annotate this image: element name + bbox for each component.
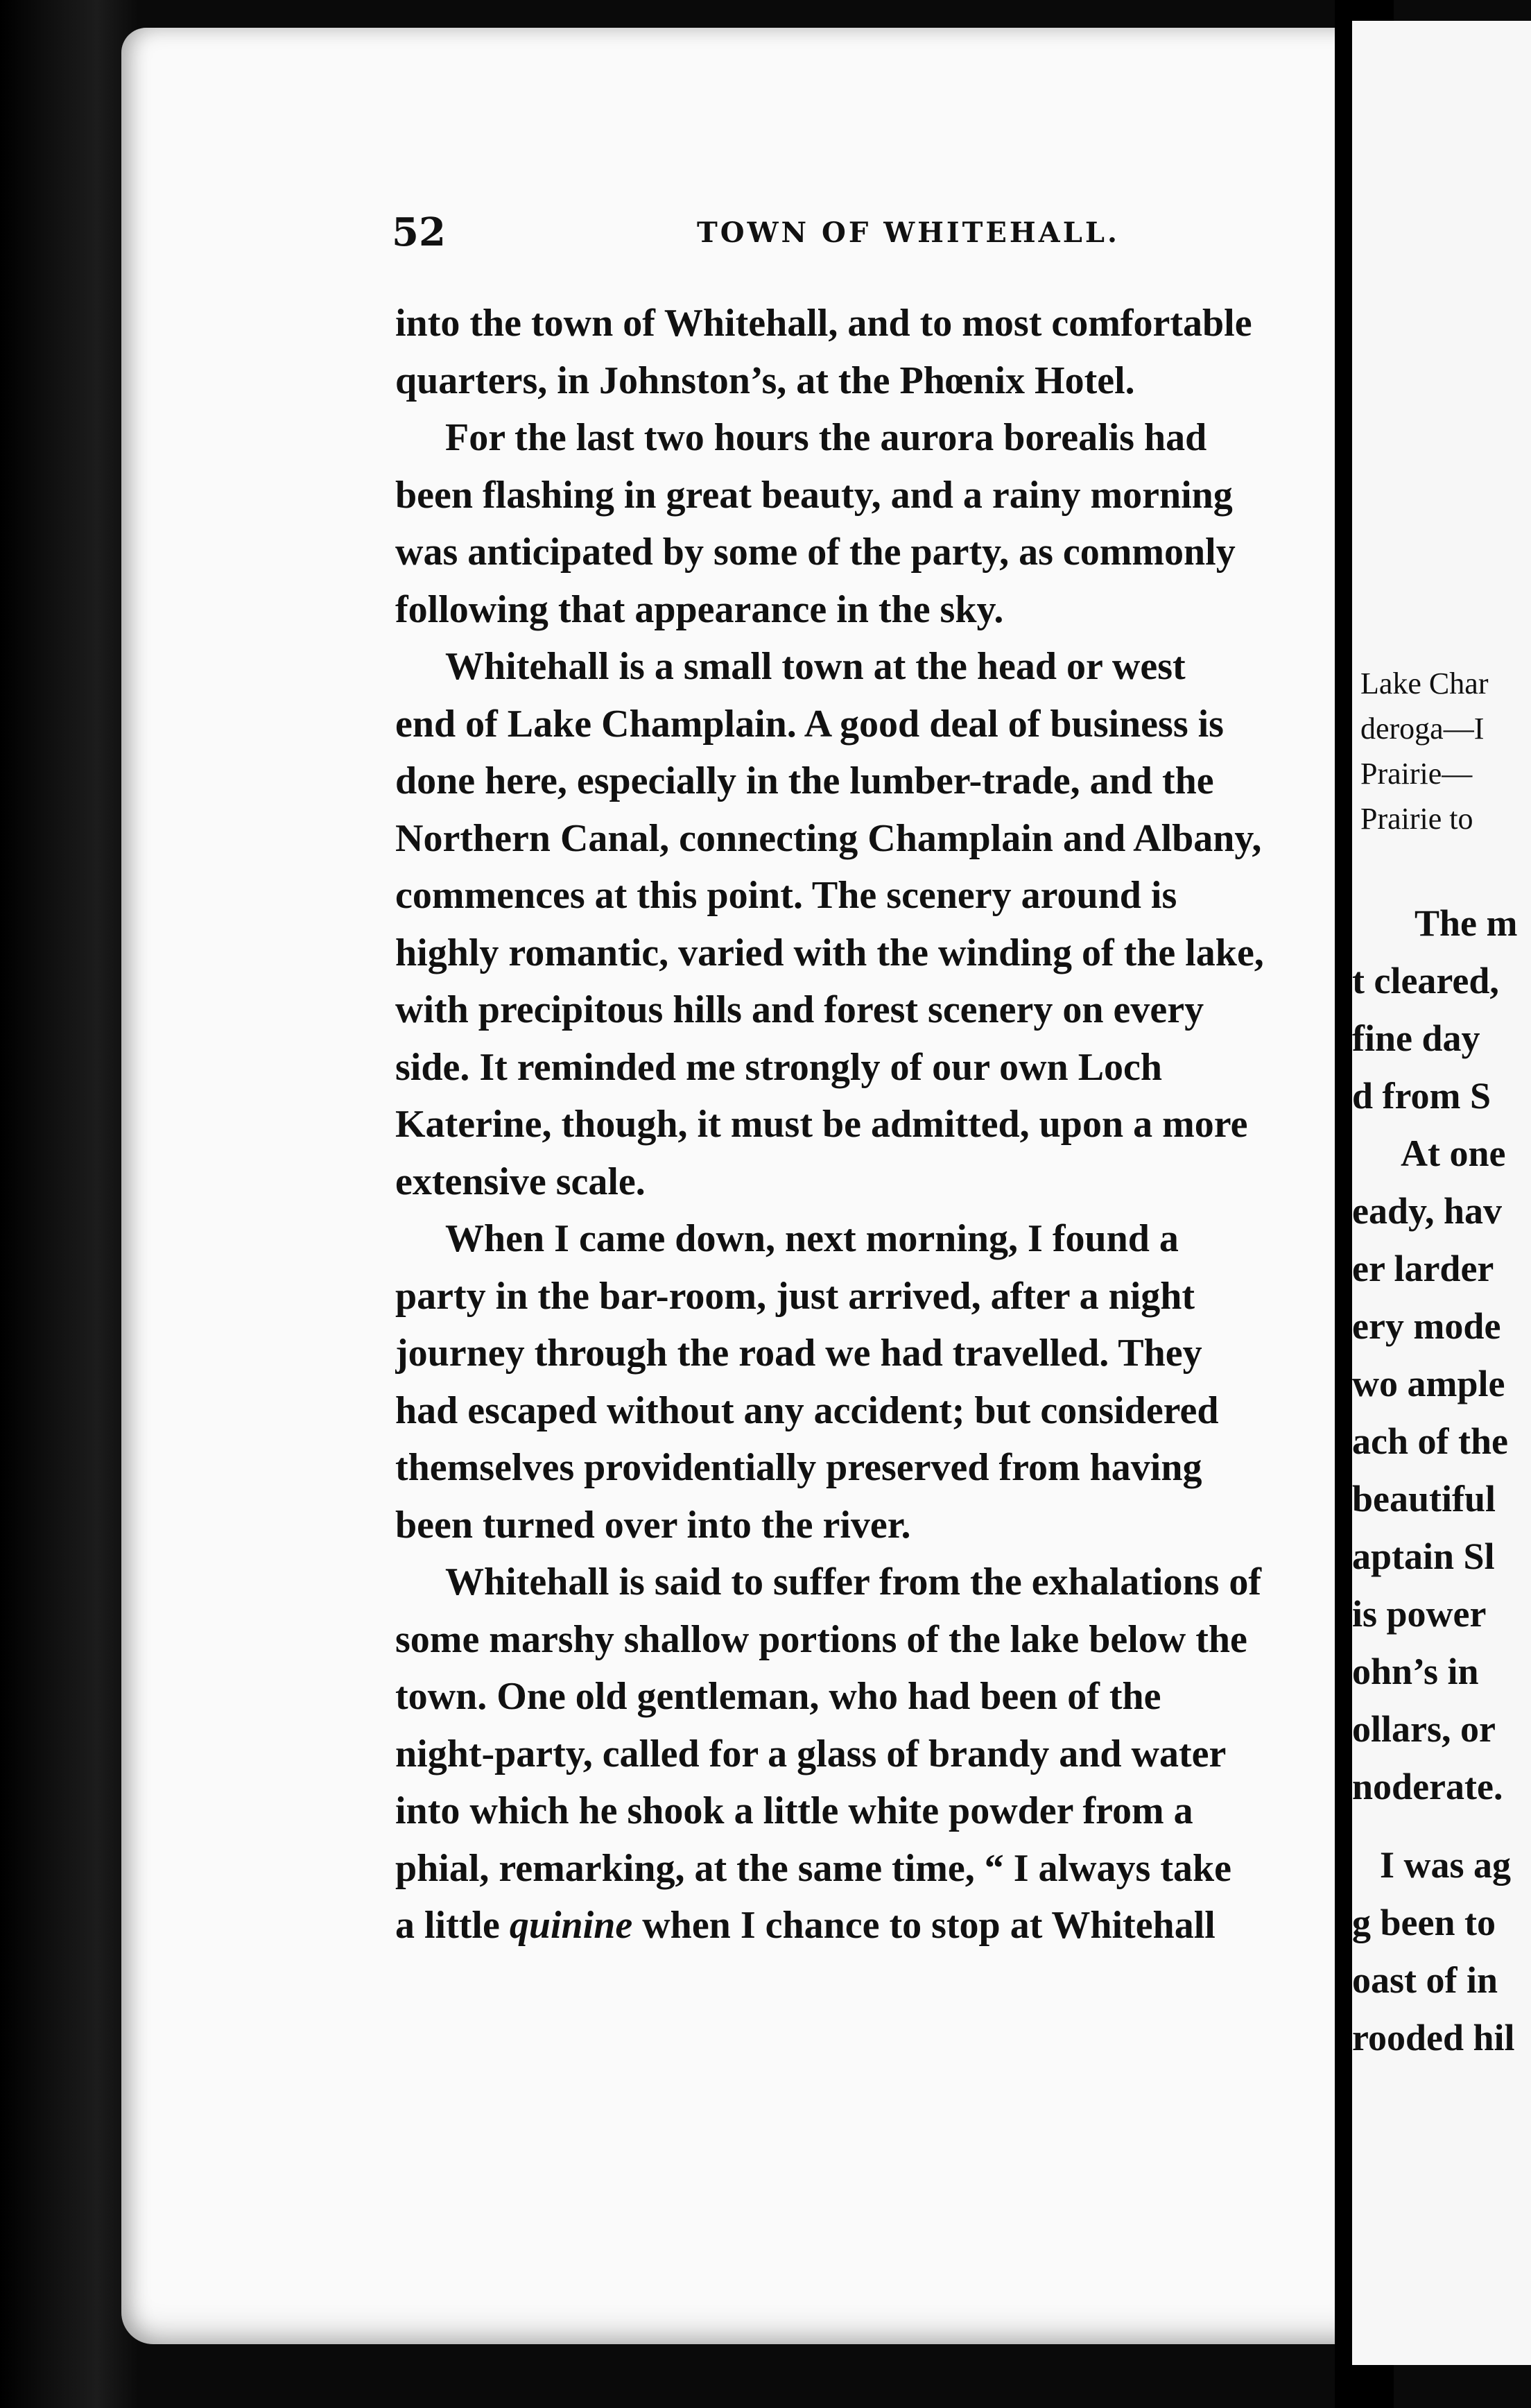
text-line: been turned over into the river. — [395, 1503, 911, 1547]
text-line: journey through the road we had travelled. They — [395, 1332, 1202, 1375]
text-line: commences at this point. The scenery around is — [395, 874, 1177, 917]
text-line: had escaped without any accident; but considered — [395, 1388, 1219, 1432]
right-body-line: ohn’s in — [1352, 1651, 1479, 1692]
text-line: with precipitous hills and forest scenery on every — [395, 988, 1204, 1031]
page-number: 52 — [392, 209, 446, 255]
text-line: highly romantic, varied with the winding of the lake, — [395, 931, 1264, 974]
text-line: quarters, in Johnston’s, at the Phœnix Hotel. — [395, 359, 1135, 402]
italic-word: quinine — [509, 1904, 633, 1947]
text-segment: a little — [395, 1904, 510, 1947]
text-line: into which he shook a little white powder from a — [395, 1789, 1193, 1832]
text-line: end of Lake Champlain. A good deal of business is — [395, 702, 1224, 746]
text-line: extensive scale. — [395, 1160, 646, 1203]
text-line: When I came down, next morning, I found a — [445, 1217, 1179, 1260]
right-body-line: ollars, or — [1352, 1708, 1496, 1750]
text-line: For the last two hours the aurora borealis had — [445, 416, 1207, 459]
right-body-line: fine day — [1352, 1017, 1480, 1059]
book-edge-shadow — [0, 0, 139, 2408]
text-line: Whitehall is a small town at the head or west — [445, 645, 1186, 688]
right-body-line: noderate. — [1352, 1766, 1503, 1807]
right-body-line: The m — [1415, 902, 1518, 944]
right-body-line: d from S — [1352, 1075, 1491, 1117]
right-body-line: I was ag — [1380, 1844, 1512, 1886]
text-line: into the town of Whitehall, and to most comfortable — [395, 302, 1252, 345]
right-body-line: t cleared, — [1352, 960, 1499, 1001]
right-toc-line: Prairie— — [1360, 757, 1473, 791]
right-body-line: aptain Sl — [1352, 1536, 1495, 1577]
right-body-line: ach of the — [1352, 1420, 1508, 1462]
right-toc-line: deroga—I — [1360, 712, 1485, 746]
text-line: been flashing in great beauty, and a rainy morning — [395, 473, 1233, 517]
text-line: Whitehall is said to suffer from the exhalations of — [445, 1560, 1262, 1603]
right-toc-line: Prairie to — [1360, 802, 1473, 836]
body-text — [395, 295, 1352, 1954]
text-line: done here, especially in the lumber-trade, and the — [395, 759, 1214, 802]
text-line: following that appearance in the sky. — [395, 587, 1004, 631]
text-line: Northern Canal, connecting Champlain and Albany, — [395, 816, 1262, 860]
right-body-line: wo ample — [1352, 1363, 1505, 1404]
running-head: TOWN OF WHITEHALL. — [697, 216, 1120, 249]
text-line: was anticipated by some of the party, as commonly — [395, 531, 1236, 574]
right-body-line: ery mode — [1352, 1305, 1501, 1347]
text-line: phial, remarking, at the same time, “ I always take — [395, 1846, 1231, 1890]
right-body-line: is power — [1352, 1593, 1487, 1635]
text-line-last — [395, 1897, 1345, 1954]
text-line: some marshy shallow portions of the lake below the — [395, 1617, 1247, 1661]
right-body-line: beautiful — [1352, 1478, 1496, 1520]
text-line: town. One old gentleman, who had been of the — [395, 1675, 1161, 1718]
right-body-line: rooded hil — [1352, 2017, 1515, 2058]
right-body-line: eady, hav — [1352, 1190, 1503, 1232]
right-body-line: oast of in — [1352, 1959, 1498, 2001]
text-line: Katerine, though, it must be admitted, upon a more — [395, 1103, 1248, 1146]
text-line: night-party, called for a glass of brandy and water — [395, 1732, 1227, 1775]
text-line: side. It reminded me strongly of our own Loch — [395, 1045, 1163, 1089]
right-body-line: er larder — [1352, 1248, 1494, 1289]
right-page — [1352, 21, 1531, 2365]
text-segment: when I chance to stop at Whitehall — [632, 1904, 1216, 1947]
right-body-line: g been to — [1352, 1902, 1496, 1943]
right-body-line: At one — [1401, 1133, 1506, 1174]
text-line: themselves providentially preserved from having — [395, 1446, 1202, 1489]
text-line: party in the bar-room, just arrived, after a night — [395, 1274, 1195, 1318]
right-toc-line: Lake Char — [1360, 666, 1489, 700]
